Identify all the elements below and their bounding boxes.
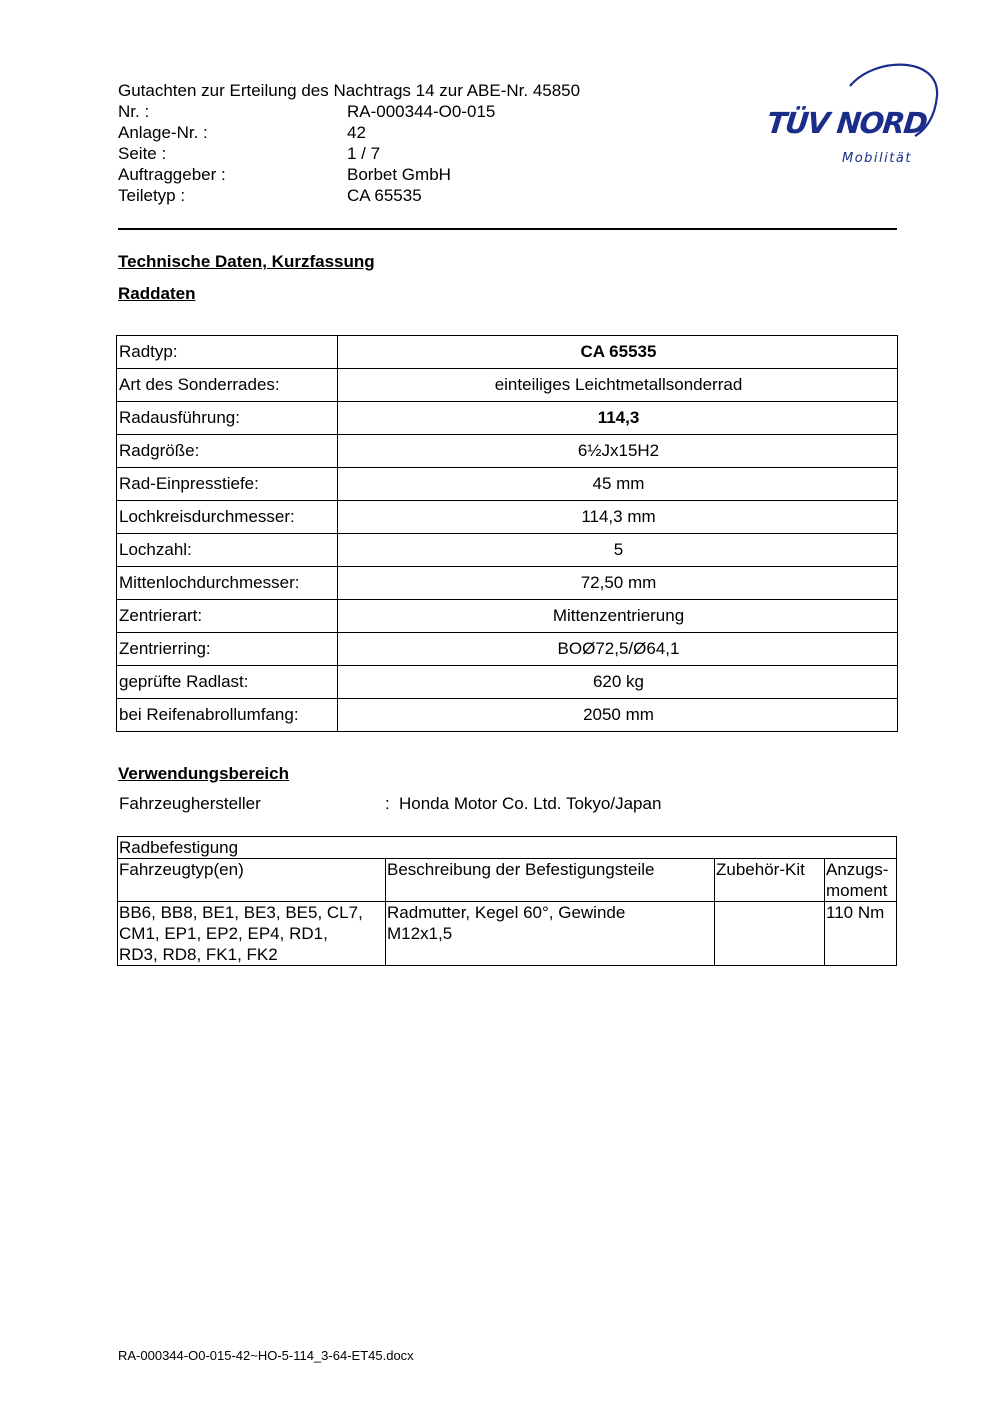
meta-value: 42 — [347, 123, 366, 142]
row-label: Radtyp: — [117, 336, 338, 369]
row-label: Zentrierring: — [117, 633, 338, 666]
table-row — [117, 567, 898, 600]
tuv-nord-logo — [765, 58, 945, 178]
row-value: 114,3 — [338, 402, 898, 435]
table-row — [118, 902, 897, 966]
document-header — [118, 80, 678, 206]
header-anzugsmoment-line2: moment — [826, 881, 888, 900]
cell-line: CM1, EP1, EP2, EP4, RD1, — [119, 924, 328, 943]
row-value: BOØ72,5/Ø64,1 — [338, 633, 898, 666]
row-value: 72,50 mm — [338, 567, 898, 600]
meta-row-auftraggeber — [118, 164, 678, 185]
table-row — [117, 633, 898, 666]
table-header-row — [118, 859, 897, 902]
table-row — [117, 369, 898, 402]
row-value: 5 — [338, 534, 898, 567]
table-row — [117, 435, 898, 468]
table-row — [117, 336, 898, 369]
row-value: einteiliges Leichtmetallsonderrad — [338, 369, 898, 402]
meta-value: CA 65535 — [347, 186, 422, 205]
cell-zubehoer-kit — [715, 902, 825, 966]
row-value: 2050 mm — [338, 699, 898, 732]
manufacturer-row — [119, 794, 661, 814]
row-label: Art des Sonderrades: — [117, 369, 338, 402]
meta-label: Anlage-Nr. : — [118, 123, 208, 142]
meta-label: Seite : — [118, 144, 167, 163]
cell-line: M12x1,5 — [387, 924, 453, 943]
cell-line: BB6, BB8, BE1, BE3, BE5, CL7, — [119, 903, 363, 922]
meta-row-seite — [118, 143, 678, 164]
manufacturer-value: Honda Motor Co. Ltd. Tokyo/Japan — [399, 794, 662, 813]
row-value: Mittenzentrierung — [338, 600, 898, 633]
row-value: CA 65535 — [338, 336, 898, 369]
table-row — [117, 468, 898, 501]
table-row — [117, 534, 898, 567]
radbefestigung-table — [117, 836, 897, 966]
row-value: 620 kg — [338, 666, 898, 699]
row-label: Lochkreisdurchmesser: — [117, 501, 338, 534]
table-row — [117, 600, 898, 633]
logo-subtitle: Mobilität — [842, 151, 912, 166]
raddaten-table — [116, 335, 898, 732]
meta-row-anlage — [118, 122, 678, 143]
meta-row-nr — [118, 101, 678, 122]
row-value: 45 mm — [338, 468, 898, 501]
document-title: Gutachten zur Erteilung des Nachtrags 14 zur ABE-Nr. 45850 — [118, 81, 581, 100]
row-value: 6½Jx15H2 — [338, 435, 898, 468]
header-anzugsmoment-line1: Anzugs- — [826, 860, 889, 879]
meta-value: 1 / 7 — [347, 144, 381, 163]
table-title: Radbefestigung — [118, 837, 897, 859]
cell-beschreibung — [386, 902, 715, 966]
meta-label: Auftraggeber : — [118, 165, 226, 184]
row-value: 114,3 mm — [338, 501, 898, 534]
manufacturer-label: Fahrzeughersteller — [119, 794, 261, 813]
row-label: Mittenlochdurchmesser: — [117, 567, 338, 600]
cell-anzugsmoment: 110 Nm — [825, 902, 897, 966]
cell-line: Radmutter, Kegel 60°, Gewinde — [387, 903, 626, 922]
cell-fahrzeugtyp — [118, 902, 386, 966]
logo-wordmark: TÜV NORD — [765, 106, 928, 140]
section-title-technische: Technische Daten, Kurzfassung — [118, 252, 375, 271]
section-title-verwendung: Verwendungsbereich — [118, 764, 289, 783]
row-label: geprüfte Radlast: — [117, 666, 338, 699]
manufacturer-colon: : — [385, 794, 390, 813]
table-row — [117, 501, 898, 534]
meta-label: Nr. : — [118, 102, 150, 121]
table-title-row — [118, 837, 897, 859]
table-row — [117, 402, 898, 435]
row-label: bei Reifenabrollumfang: — [117, 699, 338, 732]
cell-line: RD3, RD8, FK1, FK2 — [119, 945, 278, 964]
row-label: Rad-Einpresstiefe: — [117, 468, 338, 501]
row-label: Zentrierart: — [117, 600, 338, 633]
meta-value: RA-000344-O0-015 — [347, 102, 496, 121]
meta-label: Teiletyp : — [118, 186, 186, 205]
section-title-raddaten: Raddaten — [118, 284, 196, 303]
meta-value: Borbet GmbH — [347, 165, 451, 184]
row-label: Radgröße: — [117, 435, 338, 468]
row-label: Lochzahl: — [117, 534, 338, 567]
row-label: Radausführung: — [117, 402, 338, 435]
header-divider — [118, 228, 897, 230]
header-anzugsmoment — [825, 859, 897, 902]
footer-filename: RA-000344-O0-015-42~HO-5-114_3-64-ET45.docx — [118, 1348, 414, 1363]
meta-row-teiletyp — [118, 185, 678, 206]
table-row — [117, 666, 898, 699]
header-zubehoer-kit: Zubehör-Kit — [715, 859, 825, 902]
table-row — [117, 699, 898, 732]
header-beschreibung: Beschreibung der Befestigungsteile — [386, 859, 715, 902]
header-fahrzeugtyp: Fahrzeugtyp(en) — [118, 859, 386, 902]
